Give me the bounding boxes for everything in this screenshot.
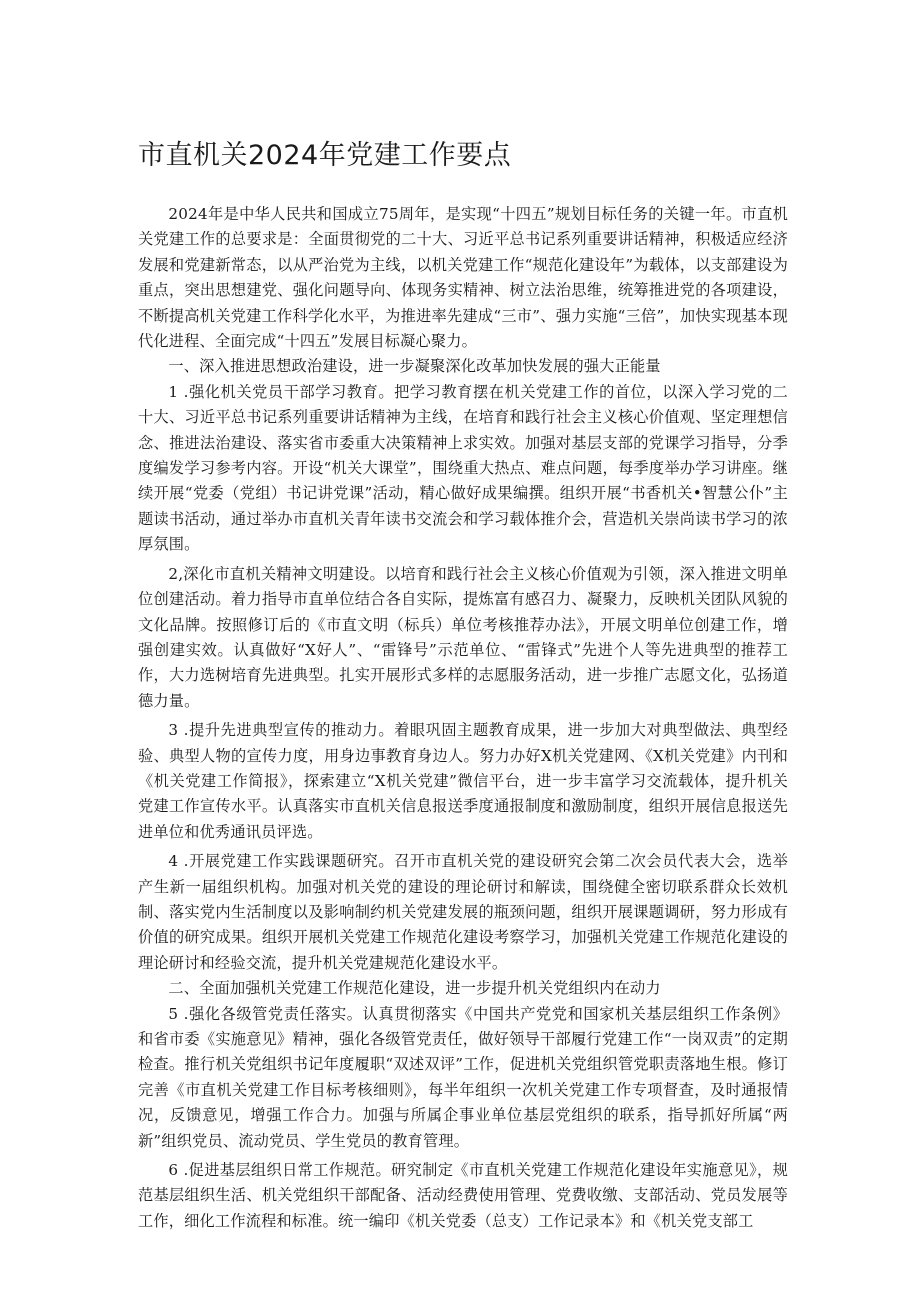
body-paragraph: 2024年是中华人民共和国成立75周年，是实现“十四五”规划目标任务的关键一年。市直机关党建工作的总要求是：全面贯彻党的二十大、习近平总书记系列重要讲话精神，积极适应经济发展和党建新常态，以从严治党为主线，以机关党建工作“规范化建设年”为载体，以支部建设为重点，突出思想建党、强化问题导向、体现务实精神、树立法治思维，统筹推进党的各项建设，不断提高机关党建工作科学化水平，为推进率先建成“三市”、强力实施“三倍”，加快实现基本现代化进程、全面完成“十四五”发展目标凝心聚力。 — [138, 205, 788, 351]
body-paragraph: 3 .提升先进典型宣传的推动力。着眼巩固主题教育成果，进一步加大对典型做法、典型经验、典型人物的宣传力度，用身边事教育身边人。努力办好X机关党建网、《X机关党建》内刊和《机关党建工作简报》，探索建立“X机关党建”微信平台，进一步丰富学习交流载体，提升机关党建工作宣传水平。认真落实市直机关信息报送季度通报制度和激励制度，组织开展信息报送先进单位和优秀通讯员评选。 — [138, 721, 788, 841]
document-body — [138, 202, 788, 1234]
section-heading: 二、全面加强机关党建工作规范化建设，进一步提升机关党组织内在动力 — [168, 979, 661, 998]
body-paragraph: 5 .强化各级管党责任落实。认真贯彻落实《中国共产党党和国家机关基层组织工作条例》和省市委《实施意见》精神，强化各级管党责任，做好领导干部履行党建工作“一岗双责”的定期检查。推行机关党组织书记年度履职“双述双评”工作，促进机关党组织管党职责落地生根。修订完善《市直机关党建工作目标考核细则》，每半年组织一次机关党建工作专项督查，及时通报情况，反馈意见，增强工作合力。加强与所属企事业单位基层党组织的联系，指导抓好所属“两新”组织党员、流动党员、学生党员的教育管理。 — [138, 1004, 788, 1150]
document-title: 市直机关2024年党建工作要点 — [138, 140, 512, 171]
body-paragraph: 2,深化市直机关精神文明建设。以培育和践行社会主义核心价值观为引领，深入推进文明单位创建活动。着力指导市直单位结合各自实际，提炼富有感召力、凝聚力，反映机关团队风貌的文化品牌。按照修订后的《市直文明（标兵）单位考核推荐办法》，开展文明单位创建工作，增强创建实效。认真做好“X好人”、“雷锋号”示范单位、“雷锋式”先进个人等先进典型的推荐工作，大力选树培育先进典型。扎实开展形式多样的志愿服务活动，进一步推广志愿文化，弘扬道德力量。 — [138, 564, 788, 710]
body-paragraph: 4 .开展党建工作实践课题研究。召开市直机关党的建设研究会第二次会员代表大会，选举产生新一届组织机构。加强对机关党的建设的理论研讨和解读，围绕健全密切联系群众长效机制、落实党内生活制度以及影响制约机关党建发展的瓶颈问题，组织开展课题调研，努力形成有价值的研究成果。组织开展机关党建工作规范化建设考察学习，加强机关党建工作规范化建设的理论研讨和经验交流，提升机关党建规范化建设水平。 — [138, 852, 788, 972]
body-paragraph: 6 .促进基层组织日常工作规范。研究制定《市直机关党建工作规范化建设年实施意见》，规范基层组织生活、机关党组织干部配备、活动经费使用管理、党费收缴、支部活动、党员发展等工作，细化工作流程和标准。统一编印《机关党委（总支）工作记录本》和《机关党支部工 — [138, 1161, 788, 1230]
section-heading: 一、深入推进思想政治建设，进一步凝聚深化改革加快发展的强大正能量 — [168, 357, 661, 376]
document-page — [138, 128, 788, 1234]
body-paragraph: 1 .强化机关党员干部学习教育。把学习教育摆在机关党建工作的首位，以深入学习党的二十大、习近平总书记系列重要讲话精神为主线，在培育和践行社会主义核心价值观、坚定理想信念、推进法治建设、落实省市委重大决策精神上求实效。加强对基层支部的党课学习指导，分季度编发学习参考内容。开设“机关大课堂”，围绕重大热点、难点问题，每季度举办学习讲座。继续开展“党委（党组）书记讲党课”活动，精心做好成果编撰。组织开展“书香机关•智慧公仆”主题读书活动，通过举办市直机关青年读书交流会和学习载体推介会，营造机关崇尚读书学习的浓厚氛围。 — [138, 382, 788, 554]
